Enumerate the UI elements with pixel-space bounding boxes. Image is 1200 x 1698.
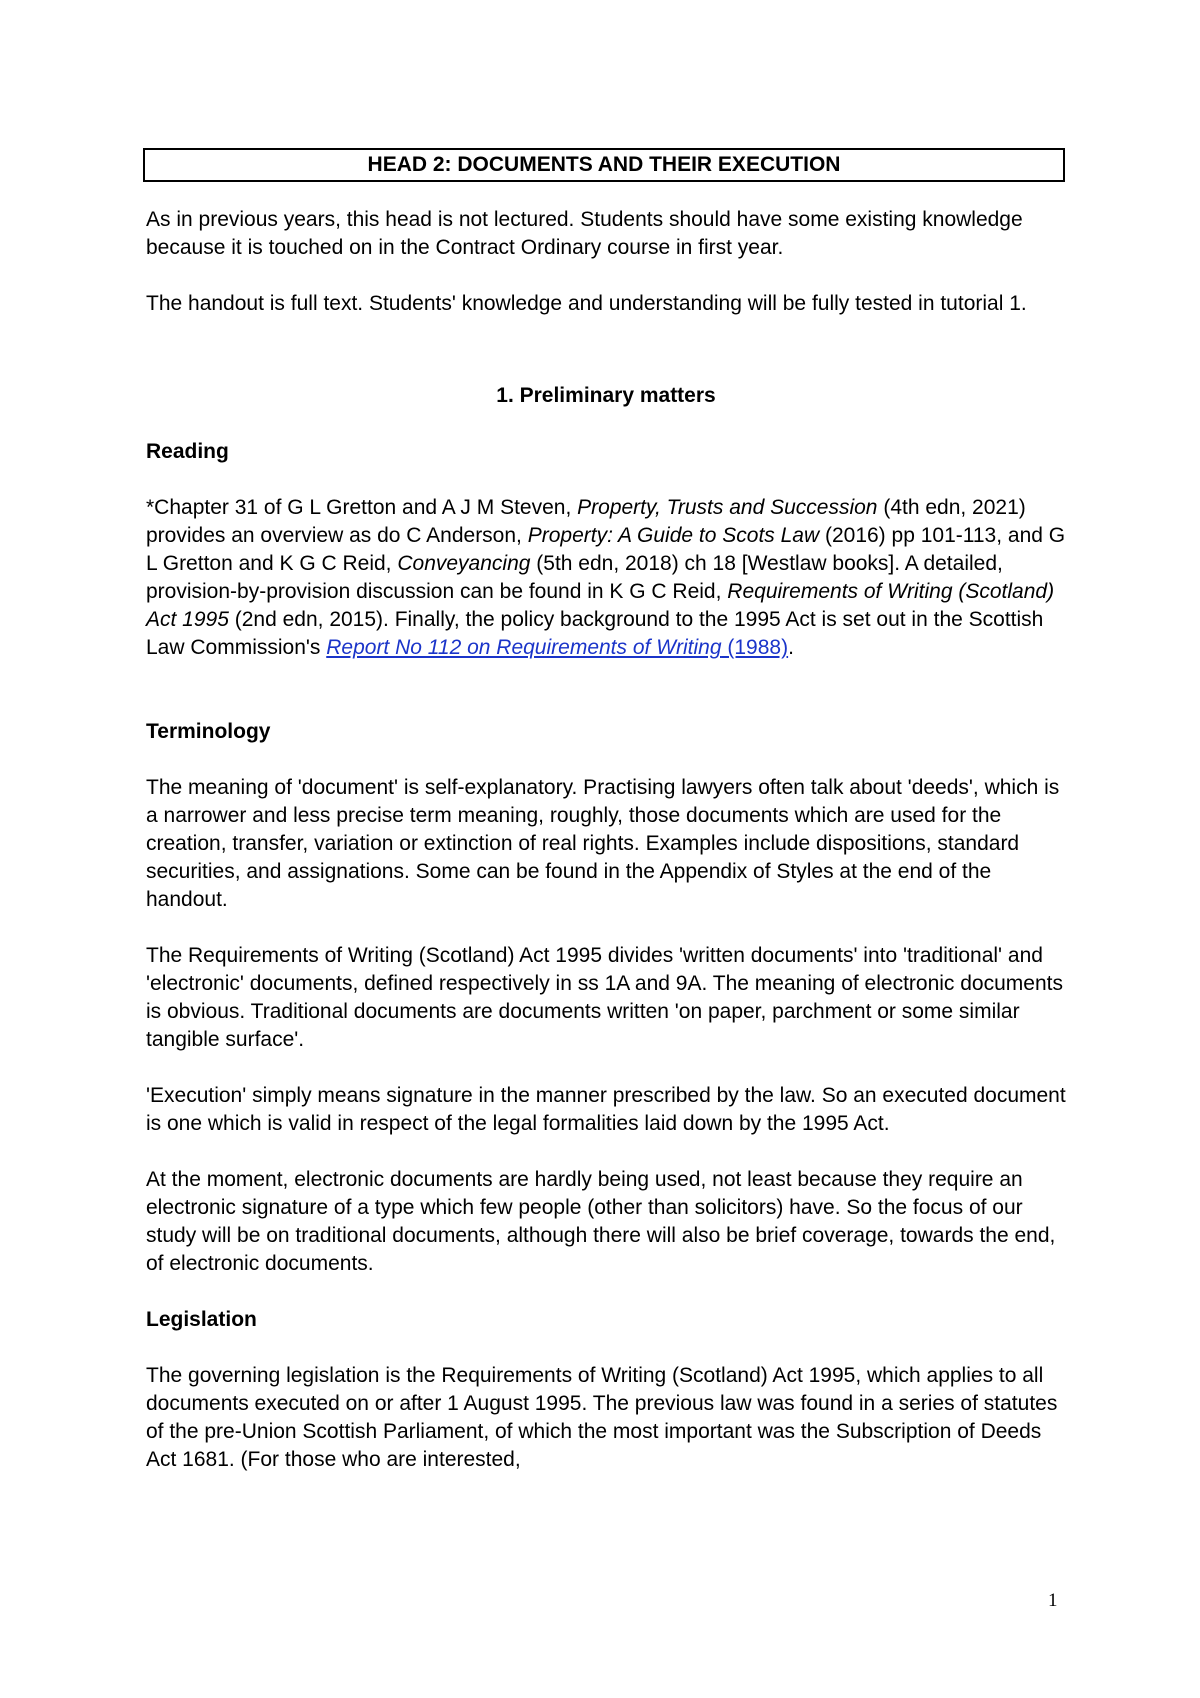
page-number: 1 <box>1048 1590 1058 1611</box>
book-title-2: Property: A Guide to Scots Law <box>527 524 820 547</box>
reading-text-1: *Chapter 31 of G L Gretton and A J M Steven, <box>146 496 578 519</box>
legislation-paragraph-1: The governing legislation is the Requirements of Writing (Scotland) Act 1995, which applies to all documents executed on or after 1 August 1995. The previous law was found in a series of statutes of the pre-Union Scottish Parliament, of which the most important was the Subscription of Deeds Act 1681. (For those who are interested, <box>146 1364 1058 1471</box>
book-title-3: Conveyancing <box>397 552 531 575</box>
book-title-4: Requirements of Writing (Scotland) Act 1995 <box>146 580 1055 631</box>
intro-paragraph-1: As in previous years, this head is not lectured. Students should have some existing knowledge because it is touched on in the Contract Ordinary course in first year. <box>146 208 1023 259</box>
reading-text-2: (4th edn, 2021) provides an overview as do C Anderson, <box>146 496 1026 547</box>
reading-text-4: (5th edn, 2018) ch 18 [Westlaw books]. A detailed, provision-by-provision discussion can be found in K G C Reid, <box>146 552 1003 603</box>
report-link-title: Report No 112 on Requirements of Writing <box>326 636 722 659</box>
page-title: HEAD 2: DOCUMENTS AND THEIR EXECUTION <box>143 148 1065 182</box>
reading-text-5: (2nd edn, 2015). Finally, the policy background to the 1995 Act is set out in the Scottish Law Commission's <box>146 608 1044 659</box>
reading-heading: Reading <box>146 440 229 463</box>
page-content <box>146 148 1066 1474</box>
book-title-1: Property, Trusts and Succession <box>577 496 878 519</box>
terminology-paragraph-2: The Requirements of Writing (Scotland) Act 1995 divides 'written documents' into 'traditional' and 'electronic' documents, defined respectively in ss 1A and 9A. The meaning of electronic documents is obvious. Traditional documents are documents written 'on paper, parchment or some similar tangible surface'. <box>146 944 1063 1051</box>
report-link[interactable] <box>326 636 788 659</box>
reading-text-6: . <box>788 636 794 659</box>
intro-paragraph-2: The handout is full text. Students' knowledge and understanding will be fully tested in tutorial 1. <box>146 292 1027 315</box>
terminology-paragraph-1: The meaning of 'document' is self-explanatory. Practising lawyers often talk about 'deeds', which is a narrower and less precise term meaning, roughly, those documents which are used for the creation, transfer, variation or extinction of real rights. Examples include dispositions, standard securities, and assignations. Some can be found in the Appendix of Styles at the end of the handout. <box>146 776 1060 911</box>
terminology-paragraph-3: 'Execution' simply means signature in the manner prescribed by the law. So an executed document is one which is valid in respect of the legal formalities laid down by the 1995 Act. <box>146 1084 1066 1135</box>
report-link-year: (1988) <box>721 636 789 659</box>
terminology-heading: Terminology <box>146 720 271 743</box>
section-heading: 1. Preliminary matters <box>496 384 716 407</box>
legislation-heading: Legislation <box>146 1308 257 1331</box>
reading-text-3: (2016) pp 101-113, and G L Gretton and K G C Reid, <box>146 524 1066 575</box>
terminology-paragraph-4: At the moment, electronic documents are hardly being used, not least because they require an electronic signature of a type which few people (other than solicitors) have. So the focus of our study will be on traditional documents, although there will also be brief coverage, towards the end, of electronic documents. <box>146 1168 1056 1275</box>
reading-paragraph <box>146 494 1066 662</box>
